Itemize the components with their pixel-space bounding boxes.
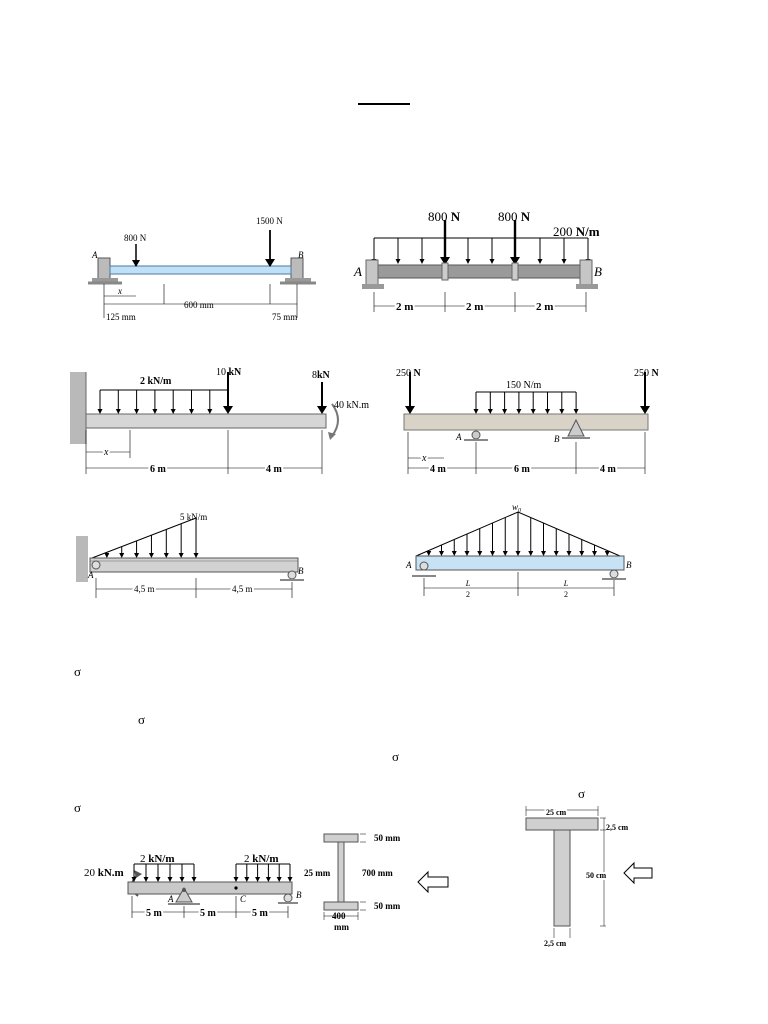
- fig2-load-arrow-head: [420, 259, 425, 264]
- figure-3-cantilever: [70, 362, 380, 480]
- fig6-load-arrow-head: [605, 551, 610, 556]
- fig2-dim-2: 2 m: [466, 301, 484, 313]
- fig1-load-b: 1500 N: [256, 216, 283, 226]
- fig7-load-arrow-head: [255, 877, 260, 882]
- fig4-load-arrow-head: [474, 409, 479, 414]
- fig8-flange-thickness: 2,5 cm: [606, 823, 629, 832]
- fig2-load-1: 800 N: [428, 209, 461, 224]
- fig3-load-arrow-head: [134, 409, 139, 414]
- fig1-d2: 600 mm: [184, 300, 214, 310]
- fig6-load-arrow-head: [516, 551, 521, 556]
- fig5-load-arrow-head: [164, 553, 169, 558]
- fig5-load-arrow-head: [179, 553, 184, 558]
- fig4-load-arrow-head: [488, 409, 493, 414]
- fig2-load-arrow-head: [490, 259, 495, 264]
- sigma-5: σ: [74, 800, 82, 815]
- fig4-load-arrow-head: [545, 409, 550, 414]
- fig5-load-arrow-head: [134, 553, 139, 558]
- fig4-load-arrow-head: [559, 409, 564, 414]
- fig2-sup-a: A: [354, 264, 362, 279]
- fig2-dist-load: 200 N/m: [553, 224, 600, 239]
- fig7-flange-top: 50 mm: [374, 833, 401, 843]
- fig4-sup-a: A: [456, 432, 462, 442]
- fig5-load-arrow-head: [119, 553, 124, 558]
- fig5-dist-load: 5 kN/m: [180, 512, 208, 522]
- fig7-load-arrow-head: [192, 877, 197, 882]
- fig4-load-arrow-head: [516, 409, 521, 414]
- fig6-load-arrow-head: [503, 551, 508, 556]
- figure-5-triangular: [76, 508, 308, 604]
- fig7-load-arrow-head: [156, 877, 161, 882]
- fig6-load-arrow-head: [490, 551, 495, 556]
- fig1-d3: 75 mm: [272, 312, 298, 322]
- fig7-load-arrow-head: [266, 877, 271, 882]
- fig3-load-arrow-head: [171, 409, 176, 414]
- fig6-half-2-den: 2: [564, 590, 568, 599]
- fig3-dist-load: 2 kN/m: [140, 376, 172, 387]
- fig7-load-arrow-head: [288, 877, 293, 882]
- fig4-dim-2: 6 m: [514, 464, 530, 475]
- fig7-width: 400: [332, 911, 346, 921]
- fig3-dim-2: 4 m: [266, 464, 282, 475]
- fig4-dim-1: 4 m: [430, 464, 446, 475]
- fig6-load-arrow-head: [452, 551, 457, 556]
- fig3-load-arrow-head: [207, 409, 212, 414]
- fig5-dim-1: 4,5 m: [134, 584, 155, 594]
- fig1-sup-a: A: [92, 250, 98, 260]
- fig2-load-arrow-head: [396, 259, 401, 264]
- fig7-sup-a: A: [168, 894, 174, 904]
- fig4-sup-b: B: [554, 434, 560, 444]
- fig3-dim-1: 6 m: [150, 464, 166, 475]
- fig5-sup-b: B: [298, 566, 304, 576]
- fig2-dim-1: 2 m: [396, 301, 414, 313]
- fig1-d1: 125 mm: [106, 312, 136, 322]
- fig3-x: x: [104, 447, 109, 458]
- fig7-load-arrow-head: [168, 877, 173, 882]
- fig4-load-arrow-head: [531, 409, 536, 414]
- fig6-load-arrow-head: [554, 551, 559, 556]
- figure-6-triangular-symmetric: [402, 500, 638, 604]
- fig2-load-arrow-head: [466, 259, 471, 264]
- fig4-load-left: 250 N: [396, 368, 421, 379]
- fig1-load-a: 800 N: [124, 233, 147, 243]
- fig2-load-arrow-head: [538, 259, 543, 264]
- fig4-dim-3: 4 m: [600, 464, 616, 475]
- fig7-load-arrow-head: [244, 877, 249, 882]
- fig7-moment: 20 kN.m: [84, 867, 124, 879]
- fig5-sup-a: A: [88, 570, 94, 580]
- fig7-width-unit: mm: [334, 922, 349, 932]
- fig3-moment: 40 kN.m: [334, 400, 369, 411]
- figure-8-t-section: [516, 800, 666, 958]
- fig5-load-arrow-head: [194, 553, 199, 558]
- fig7-w2: 2 kN/m: [244, 853, 279, 865]
- fig7-height: 700 mm: [362, 868, 393, 878]
- sigma-3: σ: [392, 749, 400, 764]
- sigma-1: σ: [74, 664, 82, 679]
- fig3-load-arrow-head: [116, 409, 121, 414]
- fig6-half-1: L: [465, 579, 471, 588]
- fig4-load-right: 250 N: [634, 368, 659, 379]
- fig6-load-arrow-head: [528, 551, 533, 556]
- figure-1-shaft: [84, 214, 324, 326]
- fig7-sup-b: B: [296, 890, 302, 900]
- header-rule: [358, 103, 410, 105]
- fig7-flange-bottom: 50 mm: [374, 901, 401, 911]
- sigma-2: σ: [138, 712, 146, 727]
- fig3-load-arrow-head: [98, 409, 103, 414]
- fig2-load-arrow-head: [562, 259, 567, 264]
- fig7-dim-1: 5 m: [146, 908, 162, 919]
- fig3-point-load-2: 8kN: [312, 370, 330, 381]
- fig2-load-2: 800 N: [498, 209, 531, 224]
- fig1-x: x: [118, 286, 122, 296]
- figure-7-beam-with-ibeam: [82, 830, 462, 934]
- fig6-load-arrow-head: [592, 551, 597, 556]
- fig6-load-arrow-head: [439, 551, 444, 556]
- fig4-dist-load: 150 N/m: [506, 380, 542, 391]
- fig5-load-arrow-head: [149, 553, 154, 558]
- fig6-sup-a: A: [406, 560, 412, 570]
- fig5-dim-2: 4,5 m: [232, 584, 253, 594]
- fig8-flange-width: 25 cm: [546, 808, 567, 817]
- fig2-dist-arrows: [372, 238, 591, 264]
- figure-2-beam: [352, 208, 608, 320]
- fig1-sup-b: B: [298, 250, 304, 260]
- fig4-x: x: [422, 453, 427, 464]
- fig2-sup-b: B: [594, 264, 602, 279]
- fig7-dim-3: 5 m: [252, 908, 268, 919]
- fig7-sup-c: C: [240, 894, 247, 904]
- fig3-load-arrow-head: [189, 409, 194, 414]
- fig2-dim-3: 2 m: [536, 301, 554, 313]
- fig3-load-arrow-head: [152, 409, 157, 414]
- fig8-web-thickness: 2,5 cm: [544, 939, 567, 948]
- fig6-half-1-den: 2: [466, 590, 470, 599]
- fig8-height: 50 cm: [586, 871, 607, 880]
- fig7-load-arrow-head: [277, 877, 282, 882]
- fig7-load-arrow-head: [180, 877, 185, 882]
- fig6-load-arrow-head: [579, 551, 584, 556]
- figure-4-overhang: [394, 362, 666, 480]
- fig6-w0: $w_0$: [512, 502, 522, 514]
- fig6-sup-b: B: [626, 560, 632, 570]
- fig6-load-arrow-head: [541, 551, 546, 556]
- fig6-load-arrow-head: [477, 551, 482, 556]
- fig4-load-arrow-head: [502, 409, 507, 414]
- fig6-half-2: L: [563, 579, 569, 588]
- fig7-dim-2: 5 m: [200, 908, 216, 919]
- fig3-point-load: 10 kN: [216, 367, 242, 378]
- fig7-web: 25 mm: [304, 868, 331, 878]
- sigma-4: σ: [578, 786, 586, 801]
- fig7-load-arrow-head: [234, 877, 239, 882]
- fig7-load-arrow-head: [144, 877, 149, 882]
- fig5-load-arrow-head: [104, 553, 109, 558]
- fig6-load-arrow-head: [567, 551, 572, 556]
- fig6-load-arrow-head: [465, 551, 470, 556]
- fig7-w1: 2 kN/m: [140, 853, 175, 865]
- fig6-load-arrow-head: [426, 551, 431, 556]
- fig4-load-arrow-head: [574, 409, 579, 414]
